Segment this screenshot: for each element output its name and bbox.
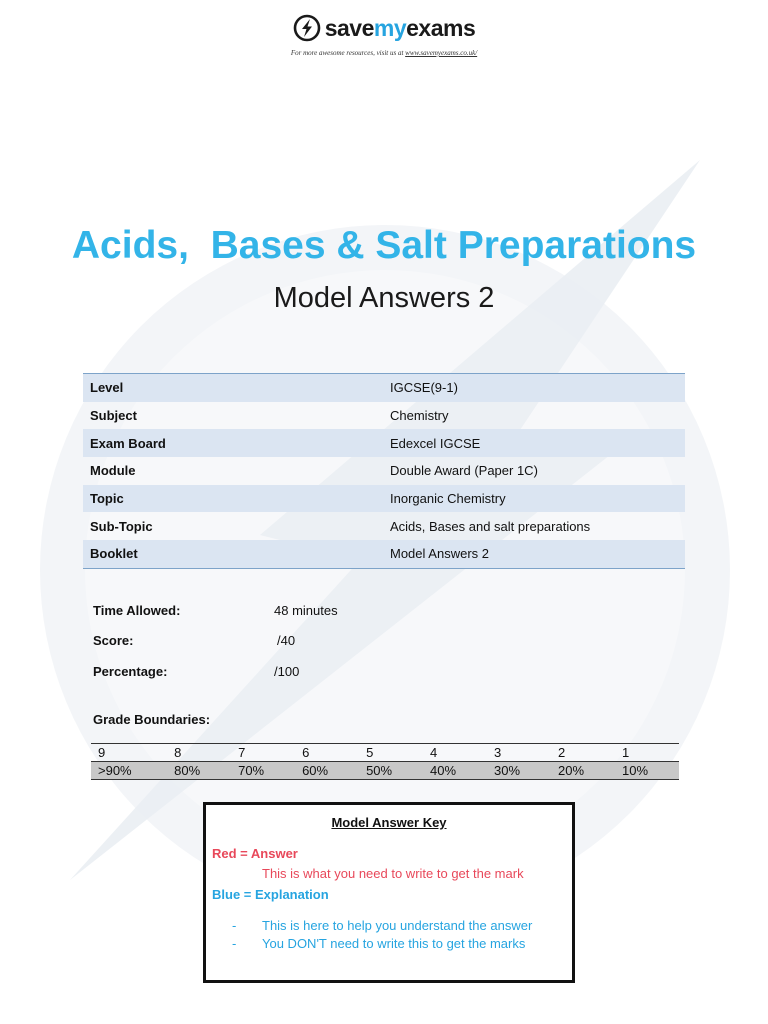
percent-cell: 50% — [359, 762, 423, 780]
info-value: Inorganic Chemistry — [383, 485, 685, 513]
bullet-text: You DON'T need to write this to get the marks — [262, 936, 526, 951]
info-key: Level — [83, 374, 383, 402]
percent-cell: 70% — [231, 762, 295, 780]
info-key: Exam Board — [83, 429, 383, 457]
grade-boundaries-label: Grade Boundaries: — [93, 712, 211, 727]
percentage-label: Percentage: — [93, 664, 168, 679]
logo-word-my: my — [373, 14, 407, 41]
info-value: IGCSE(9-1) — [383, 374, 685, 402]
score-value: /40 — [277, 633, 296, 648]
grade-cell: 2 — [551, 744, 615, 762]
grade-cell: 7 — [231, 744, 295, 762]
tagline — [0, 49, 768, 57]
logo — [0, 14, 768, 57]
grade-cell: 8 — [167, 744, 231, 762]
percent-cell: 40% — [423, 762, 487, 780]
info-row-level — [83, 374, 685, 402]
info-value: Acids, Bases and salt preparations — [390, 518, 591, 534]
logo-word-exams: exams — [406, 14, 476, 41]
blue-bullet — [232, 918, 532, 933]
bullet-marker: - — [232, 936, 237, 951]
grade-cell: 1 — [615, 744, 679, 762]
percent-row — [91, 762, 679, 780]
info-table — [83, 373, 685, 569]
percent-cell: 10% — [615, 762, 679, 780]
info-value: Chemistry — [390, 408, 449, 424]
score-label: Score: — [93, 633, 134, 648]
red-answer-text: This is what you need to write to get the mark — [262, 866, 524, 881]
info-value: Edexcel IGCSE — [383, 429, 685, 457]
info-row-sub-topic — [83, 512, 685, 540]
tagline-link[interactable]: www.savemyexams.co.uk/ — [405, 49, 478, 57]
percent-cell: >90% — [91, 762, 167, 780]
grade-cell: 3 — [487, 744, 551, 762]
lightning-bolt-icon — [293, 14, 321, 42]
info-key: Subject — [90, 408, 137, 424]
bullet-marker: - — [232, 918, 237, 933]
percent-cell: 60% — [295, 762, 359, 780]
document-subtitle: Model Answers 2 — [273, 282, 495, 314]
percent-cell: 30% — [487, 762, 551, 780]
red-answer-heading: Red = Answer — [212, 846, 298, 861]
percentage-value: /100 — [274, 664, 300, 679]
percent-cell: 20% — [551, 762, 615, 780]
time-allowed-label: Time Allowed: — [93, 603, 181, 618]
grade-boundaries-table — [91, 743, 679, 780]
document-title: Acids, Bases & Salt Preparations — [71, 224, 697, 267]
grade-cell: 9 — [91, 744, 167, 762]
answer-key-title: Model Answer Key — [331, 815, 447, 830]
info-key: Sub-Topic — [90, 518, 153, 534]
blue-explanation-heading: Blue = Explanation — [212, 887, 329, 902]
info-key: Topic — [83, 485, 383, 513]
grade-cell: 6 — [295, 744, 359, 762]
info-row-booklet — [83, 540, 685, 568]
grade-cell: 5 — [359, 744, 423, 762]
blue-bullet — [232, 936, 525, 951]
info-value: Model Answers 2 — [383, 540, 685, 568]
logo-text — [325, 15, 476, 42]
grade-cell: 4 — [423, 744, 487, 762]
logo-word-save: save — [324, 14, 374, 41]
grade-row — [91, 744, 679, 762]
percent-cell: 80% — [167, 762, 231, 780]
model-answer-key-box — [203, 802, 575, 983]
info-row-topic — [83, 485, 685, 513]
info-key: Module — [90, 463, 136, 479]
time-allowed-value: 48 minutes — [274, 603, 338, 618]
info-row-subject — [83, 402, 685, 430]
bullet-text: This is here to help you understand the answer — [262, 918, 533, 933]
info-row-module — [83, 457, 685, 485]
tagline-text: For more awesome resources, visit us at — [290, 49, 404, 57]
info-key: Booklet — [83, 540, 383, 568]
info-row-exam-board — [83, 429, 685, 457]
info-value: Double Award (Paper 1C) — [390, 463, 538, 479]
